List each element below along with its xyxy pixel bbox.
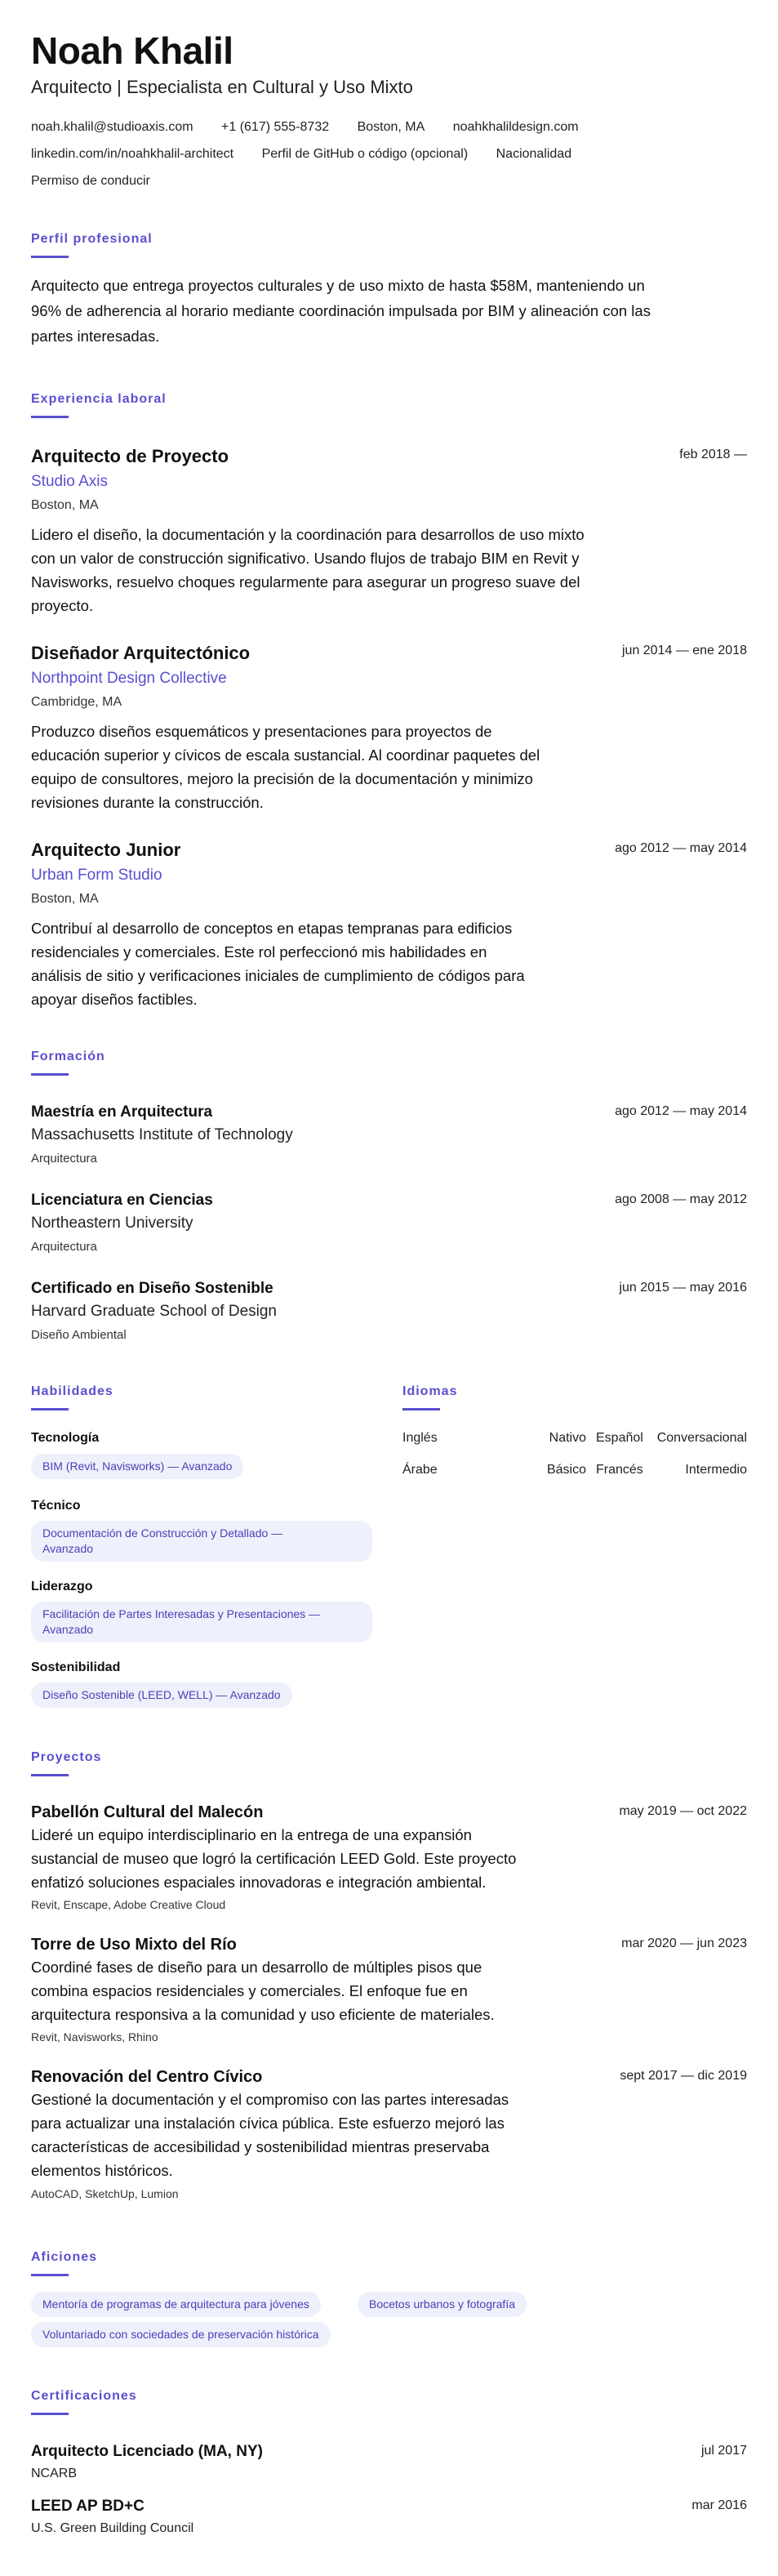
language-level: Intermedio [685, 1463, 747, 1477]
hobby-pill: Mentoría de programas de arquitectura para jóvenes [31, 2292, 321, 2317]
project-tools: Revit, Enscape, Adobe Creative Cloud [31, 1898, 226, 1911]
project-description-line: elementos históricos. [31, 2162, 173, 2179]
section-underline [31, 1408, 69, 1411]
education-school: Harvard Graduate School of Design [31, 1303, 277, 1320]
section-underline [31, 256, 69, 258]
job-description-line: Contribuí al desarrollo de conceptos en etapas tempranas para edificios [31, 920, 513, 937]
project-description-line: enfatizó soluciones espaciales innovadoras e integración ambiental. [31, 1874, 487, 1891]
candidate-title: Arquitecto | Especialista en Cultural y Uso Mixto [31, 77, 413, 97]
job-description-line: análisis de sitio y verificaciones iniciales de cumplimiento de códigos para [31, 967, 525, 984]
project-description-line: sustancial de museo que logró la certificación LEED Gold. Este proyecto [31, 1850, 517, 1867]
contact-phone[interactable]: +1 (617) 555-8732 [221, 120, 330, 134]
skill-pill-text: Avanzado [42, 1623, 94, 1636]
section-heading-education: Formación [31, 1050, 105, 1063]
job-description-line: proyecto. [31, 597, 94, 614]
contact-location: Boston, MA [357, 120, 425, 134]
profile-line: partes interesadas. [31, 328, 160, 345]
job-company: Northpoint Design Collective [31, 670, 227, 687]
job-company: Studio Axis [31, 473, 108, 490]
section-heading-profile: Perfil profesional [31, 232, 153, 246]
job-company: Urban Form Studio [31, 867, 162, 884]
contact-nationality: Nacionalidad [496, 147, 572, 161]
profile-summary [31, 273, 651, 349]
language-level: Conversacional [656, 1431, 747, 1445]
job-location: Cambridge, MA [31, 695, 122, 709]
certification-org: U.S. Green Building Council [31, 2521, 194, 2535]
skill-pill [31, 1602, 372, 1642]
skill-category: Liderazgo [31, 1580, 93, 1593]
certification-date: mar 2016 [691, 2498, 747, 2512]
job-date: feb 2018 — [679, 448, 747, 461]
project-description-line: Gestioné la documentación y el compromiso con las partes interesadas [31, 2091, 509, 2108]
hobby-pill: Voluntariado con sociedades de preservación histórica [31, 2322, 331, 2347]
education-date: ago 2012 — may 2014 [615, 1104, 747, 1118]
contact-row-3 [31, 173, 175, 189]
job-description-line: con un valor de construcción significativo. Usando flujos de trabajo BIM en Revit y [31, 550, 580, 567]
skill-pill-text: Diseño Sostenible (LEED, WELL) — Avanzado [42, 1688, 281, 1701]
language-name: Inglés [402, 1431, 438, 1445]
education-degree: Licenciatura en Ciencias [31, 1192, 213, 1209]
job-description-line: educación superior y cívicos de escala sustancial. Al coordinar paquetes del [31, 747, 540, 764]
project-tools: Revit, Navisworks, Rhino [31, 2030, 158, 2043]
contact-email[interactable]: noah.khalil@studioaxis.com [31, 120, 193, 134]
education-degree: Certificado en Diseño Sostenible [31, 1280, 273, 1297]
job-title: Arquitecto de Proyecto [31, 446, 229, 466]
section-heading-projects: Proyectos [31, 1750, 102, 1764]
section-underline [31, 2413, 69, 2415]
skill-pill-text: Facilitación de Partes Interesadas y Presentaciones — [42, 1607, 321, 1620]
language-name: Árabe [402, 1463, 438, 1477]
skill-category: Tecnología [31, 1431, 100, 1445]
job-location: Boston, MA [31, 892, 99, 906]
project-description-line: combina espacios residenciales y comerciales. El enfoque fue en [31, 1982, 468, 1999]
section-heading-skills: Habilidades [31, 1384, 113, 1398]
project-title: Torre de Uso Mixto del Río [31, 1936, 237, 1954]
skill-category: Técnico [31, 1499, 81, 1513]
job-description-line: revisiones durante la construcción. [31, 794, 264, 811]
job-description-line: equipo de consultores, mejoro la precisión de la documentación y minimizo [31, 770, 533, 787]
section-underline [31, 416, 69, 418]
job-title: Diseñador Arquitectónico [31, 643, 251, 663]
section-underline [31, 1073, 69, 1076]
project-date: mar 2020 — jun 2023 [621, 1936, 747, 1950]
language-level: Básico [546, 1463, 586, 1477]
project-description [31, 2088, 586, 2182]
education-field: Arquitectura [31, 1152, 97, 1165]
contact-row-1 [31, 119, 603, 136]
skill-pill-text: Documentación de Construcción y Detallado — [42, 1526, 283, 1540]
job-description [31, 720, 651, 814]
certification-title: LEED AP BD+C [31, 2498, 144, 2515]
contact-linkedin[interactable]: linkedin.com/in/noahkhalil-architect [31, 147, 234, 161]
project-description [31, 1955, 586, 2026]
section-underline [31, 2274, 69, 2276]
job-location: Boston, MA [31, 498, 99, 512]
language-name: Español [596, 1431, 643, 1445]
project-tools: AutoCAD, SketchUp, Lumion [31, 2187, 179, 2200]
skill-pill [31, 1454, 243, 1479]
project-description-line: Lideré un equipo interdisciplinario en la entrega de una expansión [31, 1826, 472, 1843]
section-underline [402, 1408, 440, 1411]
contact-row-2 [31, 146, 596, 163]
section-heading-hobbies: Aficiones [31, 2250, 98, 2264]
project-description [31, 1823, 586, 1894]
education-date: ago 2008 — may 2012 [615, 1192, 747, 1206]
certification-date: jul 2017 [700, 2444, 747, 2458]
project-description-line: características de accesibilidad y sostenibilidad mientras preservaba [31, 2138, 490, 2155]
job-description-line: Produzco diseños esquemáticos y presentaciones para proyectos de [31, 723, 492, 740]
certification-title: Arquitecto Licenciado (MA, NY) [31, 2443, 263, 2460]
project-date: may 2019 — oct 2022 [619, 1804, 747, 1818]
job-description-line: Navisworks, resuelvo choques regularmente para asegurar un progreso suave del [31, 573, 580, 591]
section-heading-certifications: Certificaciones [31, 2389, 137, 2403]
section-heading-languages: Idiomas [402, 1384, 458, 1398]
skill-category: Sostenibilidad [31, 1660, 121, 1674]
language-level: Nativo [549, 1431, 586, 1445]
section-underline [31, 1774, 69, 1776]
job-date: jun 2014 — ene 2018 [621, 644, 747, 657]
project-date: sept 2017 — dic 2019 [620, 2069, 747, 2083]
job-description [31, 916, 651, 1011]
education-date: jun 2015 — may 2016 [619, 1281, 747, 1295]
education-field: Diseño Ambiental [31, 1328, 127, 1342]
job-description-line: residenciales y comerciales. Este rol perfeccionó mis habilidades en [31, 943, 487, 960]
project-title: Renovación del Centro Cívico [31, 2068, 263, 2086]
language-name: Francés [596, 1463, 643, 1477]
education-school: Northeastern University [31, 1214, 193, 1232]
skill-pill [31, 1521, 372, 1562]
contact-license: Permiso de conducir [31, 174, 150, 188]
candidate-name: Noah Khalil [31, 29, 233, 72]
contact-github[interactable]: Perfil de GitHub o código (opcional) [261, 147, 469, 161]
certification-org: NCARB [31, 2467, 78, 2480]
project-description-line: arquitectura responsiva a la comunidad y uso eficiente de materiales. [31, 2006, 495, 2023]
education-field: Arquitectura [31, 1240, 97, 1254]
education-school: Massachusetts Institute of Technology [31, 1126, 293, 1143]
skill-pill [31, 1682, 292, 1708]
job-title: Arquitecto Junior [31, 840, 181, 860]
profile-line: 96% de adherencia al horario mediante coordinación impulsada por BIM y alineación con las [31, 302, 651, 319]
skill-pill-text: Avanzado [42, 1542, 94, 1555]
job-description-line: apoyar diseños factibles. [31, 991, 198, 1008]
hobby-pill: Bocetos urbanos y fotografía [358, 2292, 527, 2317]
job-description-line: Lidero el diseño, la documentación y la coordinación para desarrollos de uso mixto [31, 526, 585, 543]
section-heading-experience: Experiencia laboral [31, 392, 167, 406]
project-title: Pabellón Cultural del Malecón [31, 1803, 264, 1821]
education-degree: Maestría en Arquitectura [31, 1103, 213, 1121]
project-description-line: Coordiné fases de diseño para un desarrollo de múltiples pisos que [31, 1959, 482, 1976]
profile-line: Arquitecto que entrega proyectos culturales y de uso mixto de hasta $58M, manteniendo un [31, 277, 645, 294]
project-description-line: para actualizar una instalación cívica pública. Este esfuerzo mejoró las [31, 2115, 505, 2132]
job-date: ago 2012 — may 2014 [615, 841, 747, 855]
skill-pill-text: BIM (Revit, Navisworks) — Avanzado [42, 1460, 233, 1473]
job-description [31, 523, 651, 617]
contact-website[interactable]: noahkhalildesign.com [452, 120, 579, 134]
